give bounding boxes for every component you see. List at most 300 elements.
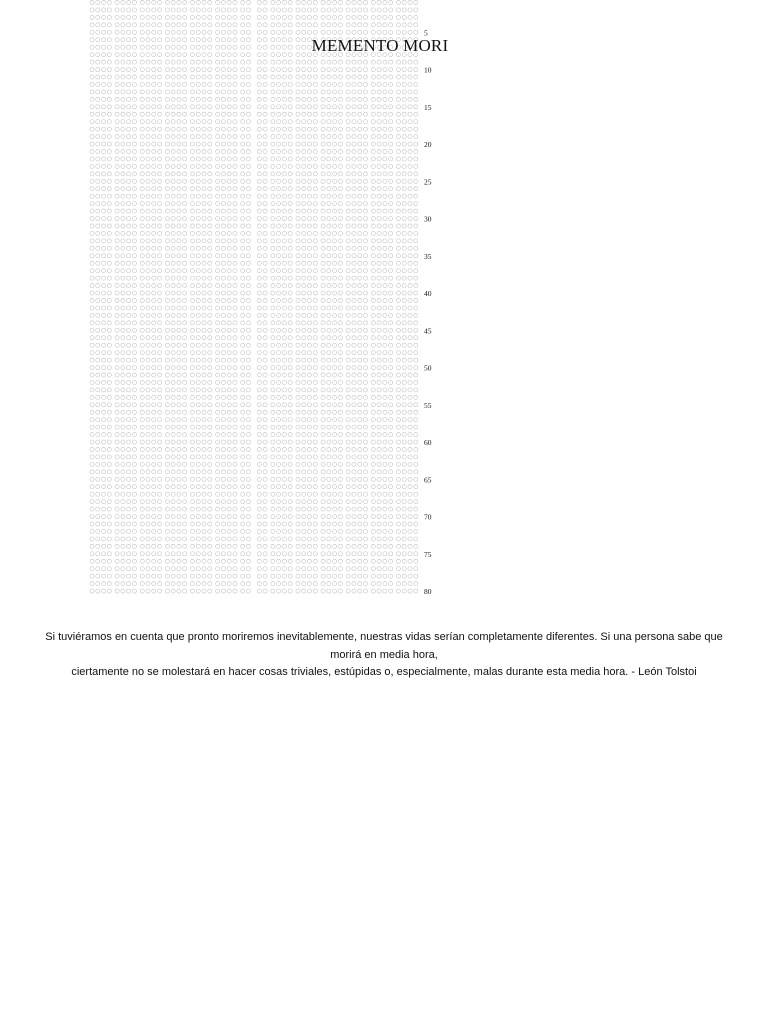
week-circle xyxy=(277,231,281,235)
week-circle xyxy=(171,105,175,109)
week-circle xyxy=(257,410,261,414)
week-circle xyxy=(338,224,342,228)
week-circle xyxy=(307,105,311,109)
week-circle xyxy=(177,284,181,288)
week-circle xyxy=(338,68,342,72)
week-circle xyxy=(358,68,362,72)
week-circle xyxy=(263,149,267,153)
week-circle xyxy=(414,68,418,72)
week-circle xyxy=(152,440,156,444)
week-circle xyxy=(115,395,119,399)
week-circle xyxy=(216,246,220,250)
week-circle xyxy=(227,112,231,116)
week-circle xyxy=(371,425,375,429)
week-circle xyxy=(196,53,200,57)
week-circle xyxy=(327,492,331,496)
week-circle xyxy=(288,90,292,94)
week-circle xyxy=(190,164,194,168)
week-circle xyxy=(221,358,225,362)
week-circle xyxy=(165,589,169,593)
week-circle xyxy=(90,284,94,288)
week-circle xyxy=(338,395,342,399)
week-circle xyxy=(414,425,418,429)
week-circle xyxy=(333,142,337,146)
week-circle xyxy=(146,284,150,288)
week-circle xyxy=(90,38,94,42)
week-circle xyxy=(107,328,111,332)
week-circle xyxy=(177,522,181,526)
week-circle xyxy=(102,447,106,451)
week-circle xyxy=(233,447,237,451)
week-circle xyxy=(389,75,393,79)
week-circle xyxy=(358,440,362,444)
week-circle xyxy=(152,343,156,347)
week-circle xyxy=(233,433,237,437)
week-circle xyxy=(313,336,317,340)
week-circle xyxy=(107,8,111,12)
week-circle xyxy=(282,522,286,526)
week-circle xyxy=(90,127,94,131)
week-circle xyxy=(363,388,367,392)
week-circle xyxy=(313,433,317,437)
week-circle xyxy=(333,164,337,168)
week-circle xyxy=(288,395,292,399)
week-circle xyxy=(107,313,111,317)
week-circle xyxy=(352,351,356,355)
week-circle xyxy=(313,202,317,206)
week-circle xyxy=(271,164,275,168)
week-circle xyxy=(389,455,393,459)
week-circle xyxy=(202,261,206,265)
week-circle xyxy=(107,105,111,109)
week-circle xyxy=(346,388,350,392)
week-circle xyxy=(257,447,261,451)
week-circle xyxy=(96,97,100,101)
week-circle xyxy=(383,276,387,280)
week-circle xyxy=(121,8,125,12)
week-circle xyxy=(246,90,250,94)
week-circle xyxy=(271,149,275,153)
week-circle xyxy=(216,574,220,578)
week-circle xyxy=(146,164,150,168)
week-circle xyxy=(377,97,381,101)
week-circle xyxy=(96,202,100,206)
week-circle xyxy=(102,127,106,131)
week-circle xyxy=(233,418,237,422)
week-circle xyxy=(321,261,325,265)
week-circle xyxy=(371,291,375,295)
week-circle xyxy=(257,544,261,548)
week-circle xyxy=(132,284,136,288)
week-circle xyxy=(321,68,325,72)
week-circle xyxy=(307,217,311,221)
week-circle xyxy=(233,0,237,4)
week-circle xyxy=(96,515,100,519)
week-circle xyxy=(408,440,412,444)
week-circle xyxy=(389,246,393,250)
week-circle xyxy=(196,366,200,370)
week-circle xyxy=(313,164,317,168)
week-circle xyxy=(408,23,412,27)
week-circle xyxy=(371,395,375,399)
week-circle xyxy=(171,589,175,593)
week-circle xyxy=(333,157,337,161)
week-circle xyxy=(263,127,267,131)
week-circle xyxy=(152,477,156,481)
week-circle xyxy=(177,82,181,86)
week-circle xyxy=(296,90,300,94)
week-circle xyxy=(371,142,375,146)
age-label: 70 xyxy=(424,512,432,522)
week-circle xyxy=(190,15,194,19)
week-circle xyxy=(90,217,94,221)
week-circle xyxy=(271,157,275,161)
week-circle xyxy=(346,224,350,228)
week-circle xyxy=(288,306,292,310)
week-circle xyxy=(241,135,245,139)
week-circle xyxy=(302,425,306,429)
week-circle xyxy=(302,433,306,437)
week-circle xyxy=(288,485,292,489)
week-circle xyxy=(389,380,393,384)
week-circle xyxy=(263,291,267,295)
week-circle xyxy=(165,537,169,541)
week-circle xyxy=(371,418,375,422)
week-circle xyxy=(165,202,169,206)
week-circle xyxy=(352,455,356,459)
week-circle xyxy=(127,246,131,250)
week-circle xyxy=(277,403,281,407)
week-circle xyxy=(383,157,387,161)
week-circle xyxy=(277,574,281,578)
week-circle xyxy=(296,217,300,221)
week-circle xyxy=(216,358,220,362)
week-circle xyxy=(271,261,275,265)
week-circle xyxy=(333,112,337,116)
week-circle xyxy=(408,284,412,288)
week-circle xyxy=(313,60,317,64)
week-circle xyxy=(377,179,381,183)
week-circle xyxy=(183,53,187,57)
week-circle xyxy=(196,433,200,437)
week-circle xyxy=(389,239,393,243)
week-circle xyxy=(321,500,325,504)
week-circle xyxy=(216,135,220,139)
week-circle xyxy=(221,97,225,101)
week-circle xyxy=(233,105,237,109)
week-circle xyxy=(302,380,306,384)
week-circle xyxy=(263,425,267,429)
week-circle xyxy=(396,82,400,86)
week-circle xyxy=(158,313,162,317)
week-circle xyxy=(246,45,250,49)
week-circle xyxy=(216,53,220,57)
week-circle xyxy=(414,500,418,504)
week-circle xyxy=(183,254,187,258)
week-circle xyxy=(338,82,342,86)
week-circle xyxy=(96,217,100,221)
week-circle xyxy=(346,313,350,317)
week-circle xyxy=(90,30,94,34)
week-circle xyxy=(352,328,356,332)
week-circle xyxy=(263,231,267,235)
week-circle xyxy=(346,358,350,362)
week-circle xyxy=(121,276,125,280)
week-circle xyxy=(132,157,136,161)
week-circle xyxy=(338,127,342,131)
week-circle xyxy=(263,388,267,392)
week-circle xyxy=(414,298,418,302)
week-circle xyxy=(257,358,261,362)
week-circle xyxy=(402,567,406,571)
week-circle xyxy=(190,269,194,273)
week-circle xyxy=(115,82,119,86)
week-circle xyxy=(271,239,275,243)
week-circle xyxy=(377,462,381,466)
week-circle xyxy=(227,97,231,101)
week-circle xyxy=(158,172,162,176)
week-circle xyxy=(202,68,206,72)
week-circle xyxy=(102,60,106,64)
week-circle xyxy=(90,388,94,392)
week-circle xyxy=(227,537,231,541)
week-circle xyxy=(402,254,406,258)
week-circle xyxy=(165,68,169,72)
week-circle xyxy=(333,172,337,176)
week-circle xyxy=(383,120,387,124)
week-circle xyxy=(171,112,175,116)
week-circle xyxy=(183,38,187,42)
week-circle xyxy=(127,261,131,265)
week-circle xyxy=(177,15,181,19)
week-circle xyxy=(132,477,136,481)
week-circle xyxy=(383,224,387,228)
week-circle xyxy=(277,246,281,250)
week-circle xyxy=(216,112,220,116)
week-circle xyxy=(321,149,325,153)
week-circle xyxy=(313,112,317,116)
week-circle xyxy=(246,53,250,57)
week-circle xyxy=(302,410,306,414)
week-circle xyxy=(363,194,367,198)
week-circle xyxy=(171,567,175,571)
week-circle xyxy=(208,127,212,131)
week-circle xyxy=(327,522,331,526)
week-circle xyxy=(271,38,275,42)
week-circle xyxy=(363,537,367,541)
week-circle xyxy=(233,187,237,191)
week-circle xyxy=(152,380,156,384)
week-circle xyxy=(408,358,412,362)
week-circle xyxy=(363,127,367,131)
week-circle xyxy=(288,209,292,213)
week-circle xyxy=(414,470,418,474)
week-circle xyxy=(183,410,187,414)
week-circle xyxy=(165,567,169,571)
week-circle xyxy=(202,328,206,332)
week-circle xyxy=(140,425,144,429)
week-circle xyxy=(358,425,362,429)
week-circle xyxy=(346,82,350,86)
week-circle xyxy=(152,291,156,295)
week-circle xyxy=(132,455,136,459)
week-circle xyxy=(152,120,156,124)
week-circle xyxy=(90,276,94,280)
week-circle xyxy=(233,403,237,407)
week-circle xyxy=(140,462,144,466)
week-circle xyxy=(271,462,275,466)
week-circle xyxy=(327,582,331,586)
week-circle xyxy=(282,149,286,153)
week-circle xyxy=(165,8,169,12)
week-circle xyxy=(208,202,212,206)
week-circle xyxy=(190,112,194,116)
week-circle xyxy=(277,552,281,556)
week-circle xyxy=(302,552,306,556)
week-circle xyxy=(271,507,275,511)
week-circle xyxy=(352,410,356,414)
week-circle xyxy=(363,351,367,355)
week-circle xyxy=(127,485,131,489)
week-circle xyxy=(115,388,119,392)
week-circle xyxy=(208,559,212,563)
week-circle xyxy=(321,231,325,235)
week-circle xyxy=(371,202,375,206)
week-circle xyxy=(302,23,306,27)
week-circle xyxy=(358,455,362,459)
week-circle xyxy=(158,298,162,302)
week-circle xyxy=(241,522,245,526)
week-circle xyxy=(115,492,119,496)
week-circle xyxy=(183,239,187,243)
week-circle xyxy=(90,582,94,586)
week-circle xyxy=(183,298,187,302)
week-circle xyxy=(377,515,381,519)
week-circle xyxy=(277,0,281,4)
week-circle xyxy=(246,120,250,124)
week-circle xyxy=(121,529,125,533)
week-circle xyxy=(221,380,225,384)
week-circle xyxy=(327,149,331,153)
week-circle xyxy=(288,462,292,466)
week-circle xyxy=(408,75,412,79)
week-circle xyxy=(127,23,131,27)
week-circle xyxy=(107,172,111,176)
week-circle xyxy=(158,433,162,437)
week-circle xyxy=(127,395,131,399)
week-circle xyxy=(241,97,245,101)
week-circle xyxy=(183,552,187,556)
week-circle xyxy=(202,500,206,504)
week-circle xyxy=(171,217,175,221)
week-circle xyxy=(208,82,212,86)
week-circle xyxy=(333,455,337,459)
week-circle xyxy=(389,358,393,362)
week-circle xyxy=(233,552,237,556)
week-circle xyxy=(271,477,275,481)
week-circle xyxy=(321,537,325,541)
week-circle xyxy=(152,425,156,429)
week-circle xyxy=(132,97,136,101)
week-circle xyxy=(152,395,156,399)
week-circle xyxy=(377,82,381,86)
week-circle xyxy=(271,135,275,139)
week-circle xyxy=(338,567,342,571)
week-circle xyxy=(121,231,125,235)
week-circle xyxy=(321,574,325,578)
week-circle xyxy=(296,589,300,593)
week-circle xyxy=(338,142,342,146)
week-circle xyxy=(277,8,281,12)
week-circle xyxy=(257,187,261,191)
week-circle xyxy=(363,366,367,370)
week-circle xyxy=(196,410,200,414)
week-circle xyxy=(246,269,250,273)
week-circle xyxy=(202,574,206,578)
week-circle xyxy=(190,358,194,362)
week-circle xyxy=(257,433,261,437)
week-circle xyxy=(282,380,286,384)
week-circle xyxy=(90,254,94,258)
week-circle xyxy=(327,537,331,541)
week-circle xyxy=(338,373,342,377)
week-circle xyxy=(115,68,119,72)
week-circle xyxy=(233,537,237,541)
week-circle xyxy=(216,440,220,444)
week-circle xyxy=(165,179,169,183)
week-circle xyxy=(313,321,317,325)
week-circle xyxy=(402,142,406,146)
week-circle xyxy=(127,313,131,317)
week-circle xyxy=(371,298,375,302)
week-circle xyxy=(352,552,356,556)
week-circle xyxy=(241,351,245,355)
week-circle xyxy=(107,515,111,519)
week-circle xyxy=(288,142,292,146)
week-circle xyxy=(183,157,187,161)
week-circle xyxy=(352,343,356,347)
week-circle xyxy=(302,97,306,101)
week-circle xyxy=(221,179,225,183)
week-circle xyxy=(346,559,350,563)
week-circle xyxy=(408,105,412,109)
week-circle xyxy=(313,142,317,146)
week-circle xyxy=(146,507,150,511)
week-circle xyxy=(358,60,362,64)
week-circle xyxy=(377,328,381,332)
week-circle xyxy=(408,30,412,34)
week-circle xyxy=(371,388,375,392)
week-circle xyxy=(107,120,111,124)
week-circle xyxy=(202,75,206,79)
week-circle xyxy=(352,373,356,377)
week-circle xyxy=(383,403,387,407)
week-circle xyxy=(307,462,311,466)
week-circle xyxy=(202,284,206,288)
week-circle xyxy=(177,336,181,340)
week-circle xyxy=(216,544,220,548)
week-circle xyxy=(241,447,245,451)
week-circle xyxy=(183,544,187,548)
week-circle xyxy=(363,425,367,429)
week-circle xyxy=(307,447,311,451)
week-circle xyxy=(96,172,100,176)
week-circle xyxy=(271,231,275,235)
week-circle xyxy=(196,559,200,563)
week-circle xyxy=(208,537,212,541)
week-circle xyxy=(363,157,367,161)
week-circle xyxy=(183,492,187,496)
